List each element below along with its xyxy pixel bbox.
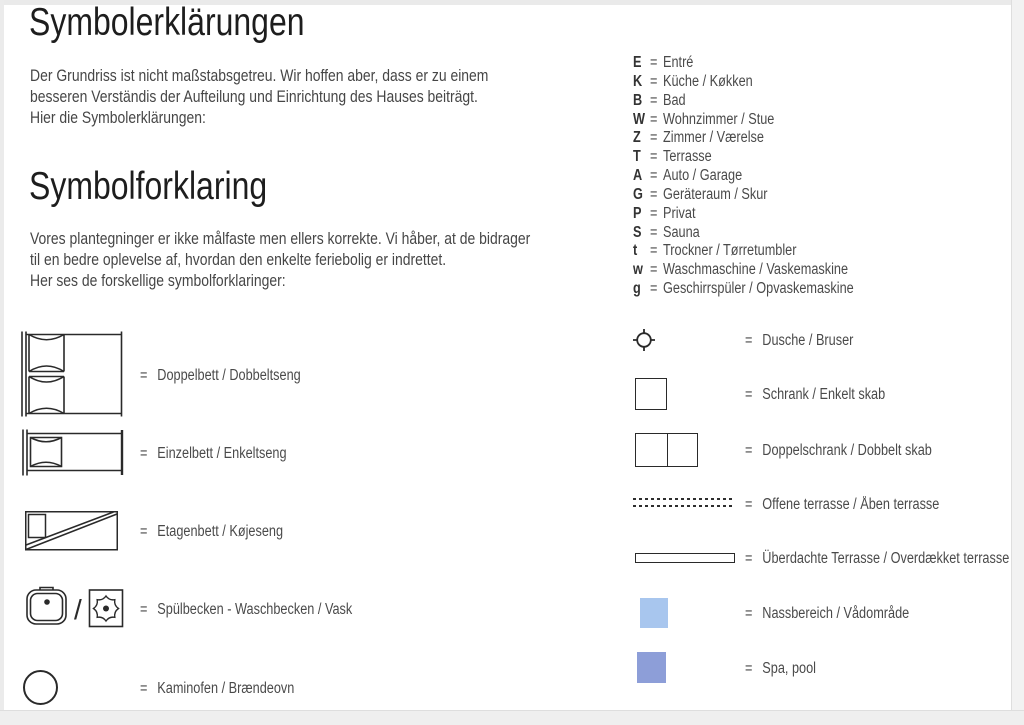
intro-german	[30, 65, 589, 128]
single-bed-icon	[21, 429, 129, 476]
spa-pool-label: = Spa, pool	[745, 660, 816, 677]
sink-icon	[26, 586, 68, 633]
single-bed-label: = Einzelbett / Enkeltseng	[140, 445, 287, 462]
title-danish: Symbolforklaring	[29, 165, 268, 208]
room-code-row: B = Bad	[633, 91, 686, 109]
wet-area-icon	[640, 598, 668, 628]
single-closet-label: = Schrank / Enkelt skab	[745, 386, 886, 403]
intro-line: Hier die Symbolerklärungen:	[30, 108, 206, 127]
page-edge-bottom	[0, 710, 1024, 725]
sink-symbols	[26, 586, 124, 633]
room-code-row: w = Waschmaschine / Vaskemaskine	[633, 261, 849, 279]
bunk-bed-icon	[25, 511, 118, 551]
room-code-row: G = Geräteraum / Skur	[633, 185, 768, 203]
wood-stove-icon	[22, 669, 59, 706]
double-bed-label: = Doppelbett / Dobbeltseng	[140, 367, 301, 384]
room-code-row: g = Geschirrspüler / Opvaskemaskine	[633, 280, 854, 298]
room-code-row: A = Auto / Garage	[633, 167, 743, 185]
bunk-bed-label: = Etagenbett / Køjeseng	[140, 523, 284, 540]
dotted-line	[633, 505, 733, 507]
closet-divider	[667, 434, 669, 466]
spa-pool-icon	[637, 652, 666, 683]
room-code-list	[633, 54, 896, 299]
room-code-row: K = Küche / Køkken	[633, 72, 753, 90]
intro-line: Vores plantegninger er ikke målfaste men ellers korrekte. Vi håber, at de bidrager	[30, 229, 531, 248]
covered-terrace-icon	[635, 553, 735, 563]
shower-icon	[631, 327, 657, 353]
room-code-row: t = Trockner / Tørretumbler	[633, 242, 797, 260]
double-bed-icon	[20, 331, 128, 417]
open-terrace-icon	[633, 498, 733, 507]
sink-label: = Spülbecken - Waschbecken / Vask	[140, 601, 353, 618]
intro-danish	[30, 228, 640, 291]
shower-label: = Dusche / Bruser	[745, 332, 854, 349]
intro-line: Her ses de forskellige symbolforklaringer:	[30, 271, 286, 290]
room-code-row: S = Sauna	[633, 223, 700, 241]
room-code-row: T = Terrasse	[633, 148, 712, 166]
room-code-row: Z = Zimmer / Værelse	[633, 129, 764, 147]
double-closet-icon	[635, 433, 698, 467]
intro-line: til en bedre oplevelse af, hvordan den enkelte feriebolig er indrettet.	[30, 250, 447, 269]
double-closet-label: = Doppelschrank / Dobbelt skab	[745, 442, 932, 459]
slash-divider: /	[74, 593, 82, 625]
room-code-row: P = Privat	[633, 204, 696, 222]
intro-line: Der Grundriss ist nicht maßstabsgetreu. Wir hoffen aber, dass er zu einem	[30, 66, 489, 85]
intro-line: besseren Verständis der Aufteilung und Einrichtung des Hauses beiträgt.	[30, 87, 478, 106]
washbasin-icon	[88, 586, 124, 633]
room-code-row: W = Wohnzimmer / Stue	[633, 110, 775, 128]
dotted-line	[633, 498, 733, 500]
single-closet-icon	[635, 378, 667, 410]
covered-terrace-label: = Überdachte Terrasse / Overdækket terrasse	[745, 550, 1010, 567]
page-edge-left	[0, 0, 4, 724]
title-german: Symbolerklärungen	[29, 1, 305, 44]
room-code-row: E = Entré	[633, 54, 694, 71]
wet-area-label: = Nassbereich / Vådområde	[745, 605, 910, 622]
wood-stove-label: = Kaminofen / Brændeovn	[140, 680, 295, 697]
page-edge-right	[1011, 0, 1024, 724]
open-terrace-label: = Offene terrasse / Åben terrasse	[745, 496, 940, 513]
